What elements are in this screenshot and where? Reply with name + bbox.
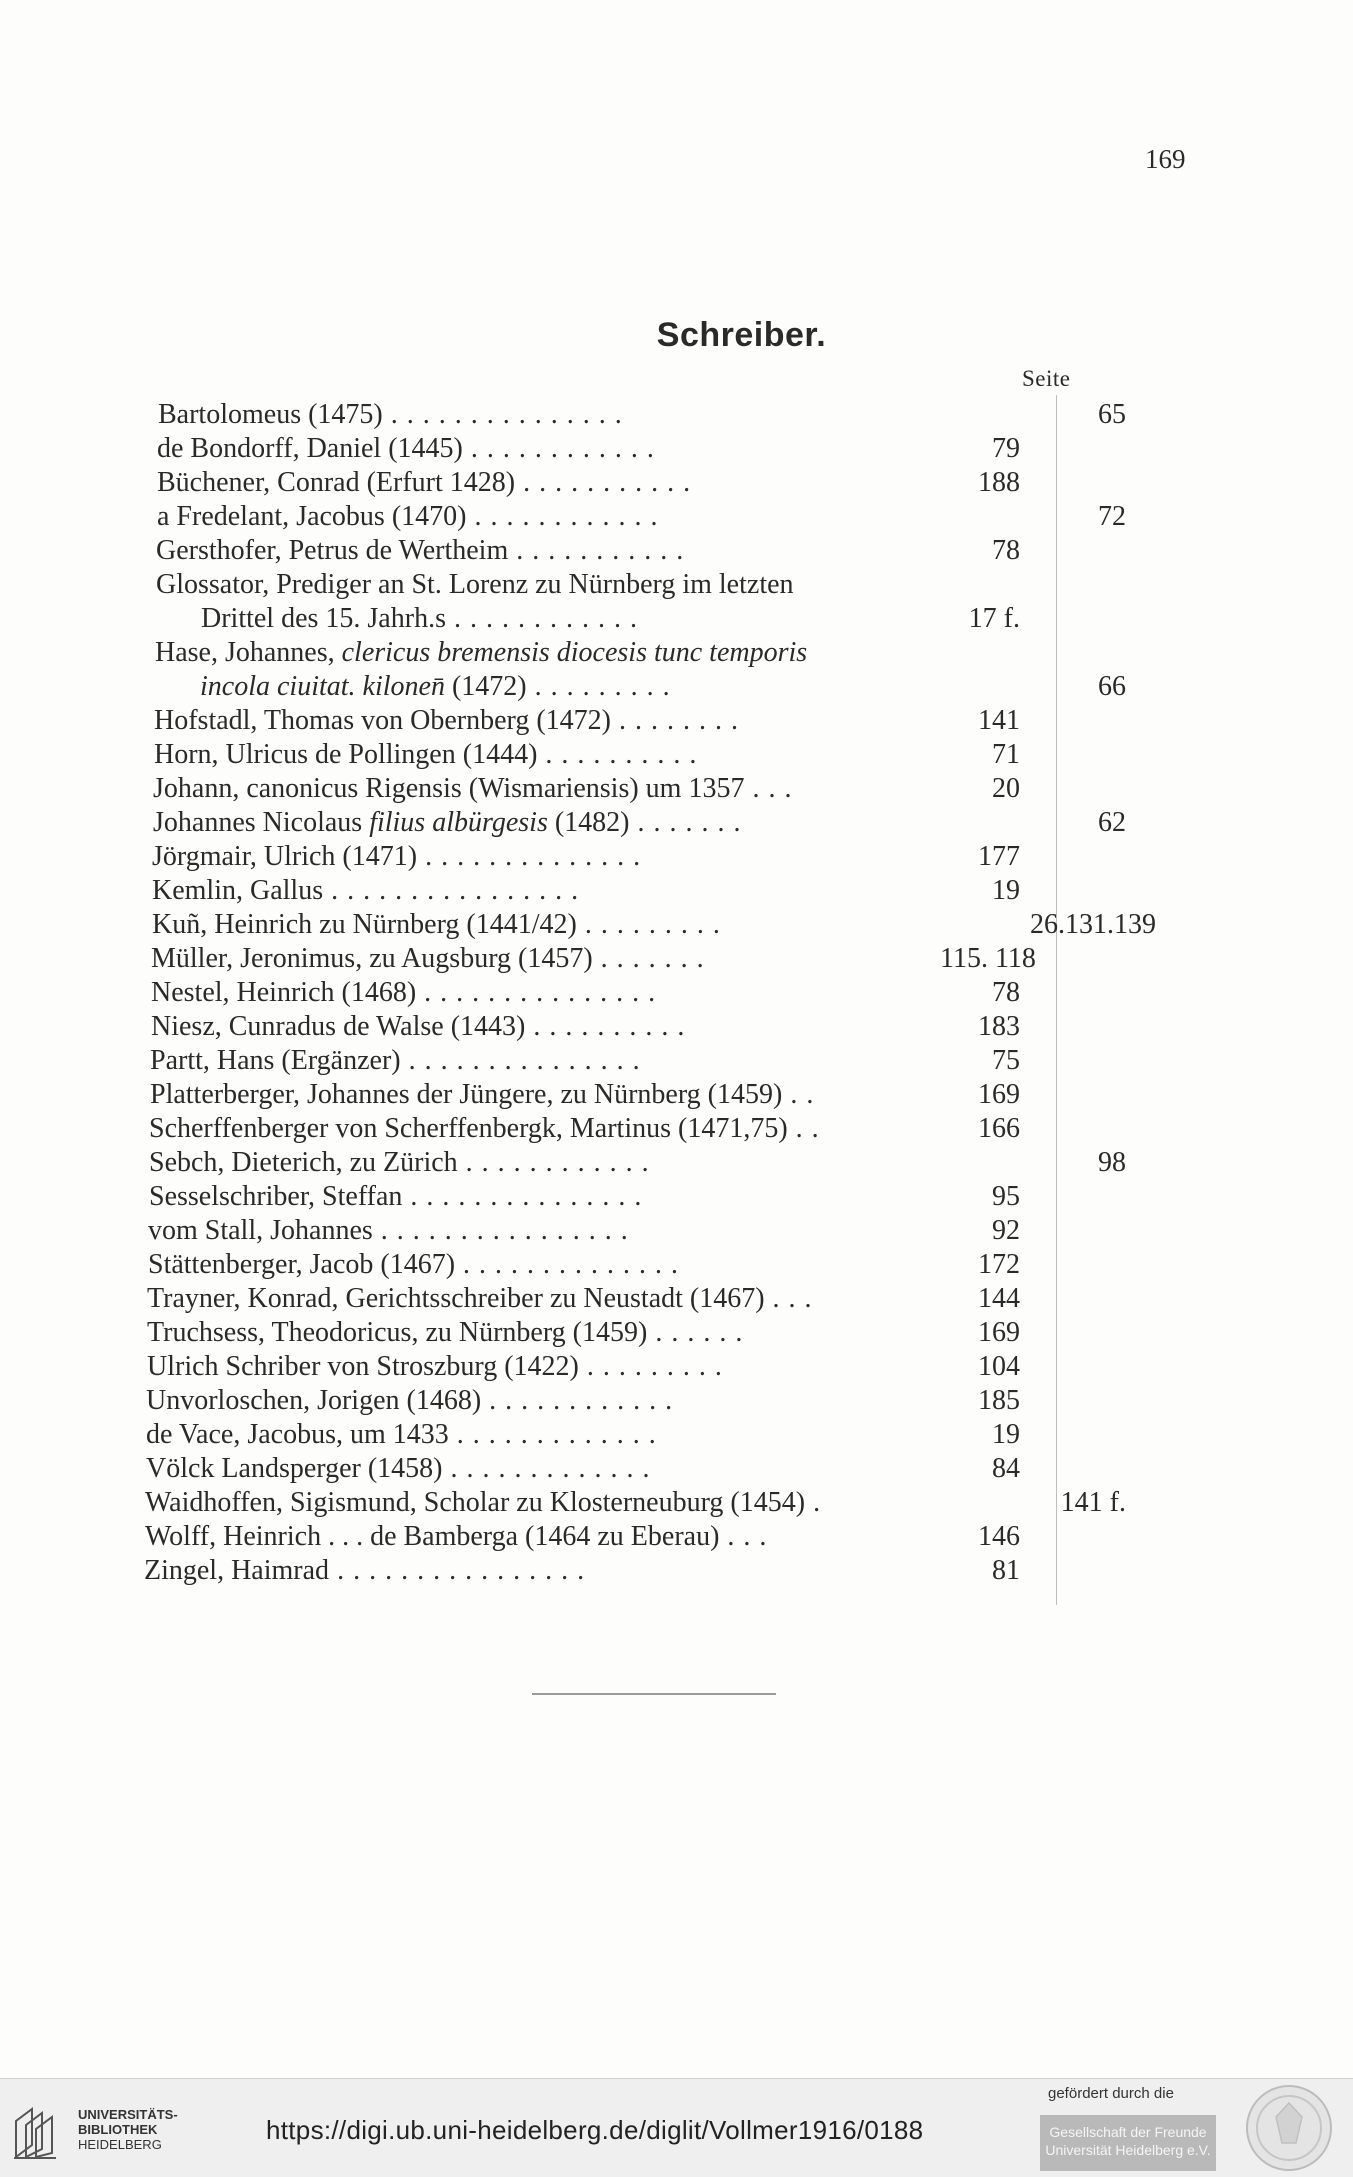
entry-name: Hofstadl, Thomas von Obernberg (1472) xyxy=(154,705,611,736)
index-entry xyxy=(0,1350,1353,1384)
entry-text xyxy=(151,976,664,1010)
library-logo-icon[interactable] xyxy=(12,2103,70,2161)
entry-name: Büchener, Conrad (Erfurt 1428) xyxy=(157,467,516,498)
leader-dots: ....... xyxy=(637,807,750,838)
entry-name: Johann, canonicus Rigensis (Wismariensis) um 1357 xyxy=(153,773,745,804)
page-ref-left: 185 xyxy=(978,1385,1020,1416)
entry-name: Truchsess, Theodoricus, zu Nürnberg (1459) xyxy=(147,1317,648,1348)
index-entry xyxy=(0,1282,1353,1316)
page-ref-left: 104 xyxy=(978,1351,1020,1382)
entry-text xyxy=(150,1044,649,1078)
index-entry xyxy=(0,466,1353,500)
page-ref-left: 81 xyxy=(992,1555,1020,1586)
entry-name: Ulrich Schriber von Stroszburg (1422) xyxy=(147,1351,579,1382)
permalink-url[interactable]: https://digi.ub.uni-heidelberg.de/diglit/Vollmer1916/0188 xyxy=(266,2115,924,2145)
entry-name: Trayner, Konrad, Gerichtsschreiber zu Neustadt (1467) xyxy=(147,1283,765,1314)
index-entry xyxy=(0,1180,1353,1214)
entry-text xyxy=(156,534,692,568)
page-ref-right: 65 xyxy=(1098,399,1126,430)
entry-name: Stättenberger, Jacob (1467) xyxy=(148,1249,456,1280)
index-entry xyxy=(0,874,1353,908)
entry-text xyxy=(146,1384,681,1418)
page-ref-left: 84 xyxy=(992,1453,1020,1484)
entry-name: Johannes Nicolaus xyxy=(153,807,370,838)
page-ref-right: 62 xyxy=(1098,807,1126,838)
entry-name: Kemlin, Gallus xyxy=(152,875,324,906)
entry-text xyxy=(150,1078,822,1112)
end-rule xyxy=(532,1693,776,1695)
leader-dots: ................ xyxy=(331,875,588,906)
page-ref-left: 17 f. xyxy=(968,603,1020,634)
page-ref-left: 20 xyxy=(992,773,1020,804)
index-entry xyxy=(0,1044,1353,1078)
entry-date: (1472) xyxy=(444,671,527,702)
entry-text xyxy=(152,840,649,874)
entry-text xyxy=(154,738,705,772)
library-name-line-2: BIBLIOTHEK xyxy=(78,2122,158,2137)
index-entry xyxy=(0,1248,1353,1282)
entry-name: Scherffenberger von Scherffenbergk, Martinus (1471,75) xyxy=(149,1113,788,1144)
entry-text xyxy=(148,1248,687,1282)
index-entry xyxy=(0,1554,1353,1588)
entry-name: Horn, Ulricus de Pollingen (1444) xyxy=(154,739,538,770)
entry-text xyxy=(151,942,713,976)
entry-text xyxy=(145,1486,829,1520)
index-entry xyxy=(0,500,1353,534)
entry-name: Waidhoffen, Sigismund, Scholar zu Klosterneuburg (1454) xyxy=(145,1487,806,1518)
page-ref-right: 141 f. xyxy=(1060,1487,1126,1518)
entry-text xyxy=(147,1316,751,1350)
page-ref-left: 71 xyxy=(992,739,1020,770)
entry-name: Jörgmair, Ulrich (1471) xyxy=(152,841,418,872)
entry-name: Glossator, Prediger an St. Lorenz zu Nürnberg im letzten xyxy=(156,569,794,600)
index-entry xyxy=(0,568,1353,602)
leader-dots: ............ xyxy=(474,501,667,532)
entry-name: Zingel, Haimrad xyxy=(144,1555,330,1586)
entry-text xyxy=(151,1010,693,1044)
entry-text xyxy=(144,1554,593,1588)
scribe-index-list xyxy=(0,398,1353,1588)
entry-text xyxy=(153,806,750,840)
page-ref-right: 66 xyxy=(1098,671,1126,702)
page-ref-left: 19 xyxy=(992,1419,1020,1450)
page-ref-left: 166 xyxy=(978,1113,1020,1144)
entry-name: Müller, Jeronimus, zu Augsburg (1457) xyxy=(151,943,593,974)
page-ref-left: 188 xyxy=(978,467,1020,498)
page-ref-left: 75 xyxy=(992,1045,1020,1076)
entry-text xyxy=(156,568,794,602)
entry-name: Partt, Hans (Ergänzer) xyxy=(150,1045,401,1076)
page-ref-left: 144 xyxy=(978,1283,1020,1314)
entry-name: Sebch, Dieterich, zu Zürich xyxy=(149,1147,458,1178)
index-entry xyxy=(0,1112,1353,1146)
index-entry xyxy=(0,602,1353,636)
index-entry xyxy=(0,1418,1353,1452)
leader-dots: . xyxy=(813,1487,830,1518)
entry-text xyxy=(147,1282,821,1316)
entry-text xyxy=(147,1350,731,1384)
entry-text xyxy=(146,1452,659,1486)
entry-name: Platterberger, Johannes der Jüngere, zu Nürnberg (1459) xyxy=(150,1079,783,1110)
sponsor-label: gefördert durch die xyxy=(1048,2085,1174,2102)
index-entry xyxy=(0,840,1353,874)
entry-name: vom Stall, Johannes xyxy=(148,1215,373,1246)
leader-dots: ................ xyxy=(337,1555,594,1586)
entry-text xyxy=(158,398,631,432)
index-entry xyxy=(0,534,1353,568)
entry-name: Gersthofer, Petrus de Wertheim xyxy=(156,535,509,566)
page-ref-left: 183 xyxy=(978,1011,1020,1042)
entry-name: Kuñ, Heinrich zu Nürnberg (1441/42) xyxy=(152,909,577,940)
entry-text xyxy=(154,704,747,738)
page-ref-left: 177 xyxy=(978,841,1020,872)
entry-text xyxy=(145,1520,775,1554)
entry-text xyxy=(148,1214,637,1248)
leader-dots: .......... xyxy=(545,739,706,770)
index-entry xyxy=(0,1452,1353,1486)
leader-dots: ...... xyxy=(655,1317,752,1348)
leader-dots: .. xyxy=(790,1079,823,1110)
entry-name: a Fredelant, Jacobus (1470) xyxy=(157,501,467,532)
entry-name: Wolff, Heinrich . . . de Bamberga (1464 zu Eberau) xyxy=(145,1521,720,1552)
entry-name: Hase, Johannes, xyxy=(155,637,342,668)
leader-dots: .......... xyxy=(533,1011,694,1042)
leader-dots: ... xyxy=(727,1521,776,1552)
library-name-line-1: UNIVERSITÄTS- xyxy=(78,2107,178,2122)
leader-dots: ......... xyxy=(586,1351,731,1382)
leader-dots: ............... xyxy=(390,399,631,430)
leader-dots: ................ xyxy=(380,1215,637,1246)
index-entry xyxy=(0,806,1353,840)
leader-dots: ... xyxy=(752,773,801,804)
entry-text xyxy=(152,874,587,908)
page-ref-right: 72 xyxy=(1098,501,1126,532)
index-entry xyxy=(0,432,1353,466)
index-entry xyxy=(0,1384,1353,1418)
entry-text xyxy=(152,908,729,942)
index-entry xyxy=(0,636,1353,670)
leader-dots: ............... xyxy=(424,977,665,1008)
entry-text xyxy=(157,432,663,466)
index-entry xyxy=(0,976,1353,1010)
leader-dots: ............... xyxy=(410,1181,651,1212)
index-entry xyxy=(0,1486,1353,1520)
leader-dots: ......... xyxy=(584,909,729,940)
page-ref-right: 98 xyxy=(1098,1147,1126,1178)
leader-dots: ............ xyxy=(453,603,646,634)
entry-name: Völck Landsperger (1458) xyxy=(146,1453,443,1484)
index-entry xyxy=(0,1520,1353,1554)
entry-text xyxy=(155,670,679,704)
page-number: 169 xyxy=(1145,144,1186,174)
leader-dots: ............. xyxy=(456,1419,665,1450)
leader-dots: ........... xyxy=(523,467,700,498)
page-ref-left: 169 xyxy=(978,1317,1020,1348)
leader-dots: ............. xyxy=(450,1453,659,1484)
entry-name: Nestel, Heinrich (1468) xyxy=(151,977,417,1008)
page-ref-left: 95 xyxy=(992,1181,1020,1212)
leader-dots: ......... xyxy=(534,671,679,702)
leader-dots: ........... xyxy=(516,535,693,566)
page-ref-left: 79 xyxy=(992,433,1020,464)
entry-text xyxy=(149,1112,828,1146)
sponsor-logo[interactable] xyxy=(1040,2115,1216,2171)
page-ref-left: 141 xyxy=(978,705,1020,736)
leader-dots: ............ xyxy=(465,1147,658,1178)
library-name xyxy=(78,2107,178,2152)
leader-dots: ............ xyxy=(470,433,663,464)
page-ref-left: 146 xyxy=(978,1521,1020,1552)
page-ref-right: 26.131.139 xyxy=(1030,909,1156,940)
footer-bar xyxy=(0,2078,1353,2177)
page-ref-left: 115. 118 xyxy=(940,943,1036,974)
entry-name: Sesselschriber, Steffan xyxy=(149,1181,403,1212)
entry-text xyxy=(149,1180,650,1214)
entry-name: de Vace, Jacobus, um 1433 xyxy=(146,1419,449,1450)
index-entry xyxy=(0,908,1353,942)
index-entry xyxy=(0,1316,1353,1350)
index-entry xyxy=(0,942,1353,976)
entry-latin-text: clericus bremensis diocesis tunc temporis xyxy=(341,637,808,668)
index-entry xyxy=(0,1010,1353,1044)
entry-text xyxy=(157,500,666,534)
leader-dots: ............ xyxy=(489,1385,682,1416)
leader-dots: ........ xyxy=(619,705,747,736)
entry-text xyxy=(149,1146,658,1180)
entry-name: Unvorloschen, Jorigen (1468) xyxy=(146,1385,482,1416)
entry-latin-text: filius albürgesis xyxy=(369,807,548,838)
entry-date: (1482) xyxy=(547,807,630,838)
page-ref-left: 78 xyxy=(992,977,1020,1008)
leader-dots: .............. xyxy=(463,1249,688,1280)
index-entry xyxy=(0,670,1353,704)
index-entry xyxy=(0,704,1353,738)
index-entry xyxy=(0,398,1353,432)
index-entry xyxy=(0,1214,1353,1248)
entry-text xyxy=(155,636,807,670)
page-title: Schreiber. xyxy=(656,316,827,354)
index-entry xyxy=(0,1146,1353,1180)
entry-text xyxy=(153,772,800,806)
entry-name: de Bondorff, Daniel (1445) xyxy=(157,433,463,464)
leader-dots: ....... xyxy=(600,943,713,974)
column-header-seite: Seite xyxy=(1022,366,1071,391)
library-name-line-3: HEIDELBERG xyxy=(78,2137,162,2152)
leader-dots: .. xyxy=(795,1113,828,1144)
entry-text xyxy=(157,466,699,500)
index-entry xyxy=(0,772,1353,806)
leader-dots: .............. xyxy=(425,841,650,872)
leader-dots: ............... xyxy=(408,1045,649,1076)
index-entry xyxy=(0,738,1353,772)
index-entry xyxy=(0,1078,1353,1112)
page-ref-left: 78 xyxy=(992,535,1020,566)
leader-dots: ... xyxy=(772,1283,821,1314)
entry-text xyxy=(156,602,646,636)
page-ref-left: 92 xyxy=(992,1215,1020,1246)
sponsor-line-2: Universität Heidelberg e.V. xyxy=(1045,2142,1211,2158)
page-ref-left: 19 xyxy=(992,875,1020,906)
page-ref-left: 169 xyxy=(978,1079,1020,1110)
entry-text xyxy=(146,1418,665,1452)
page-ref-left: 172 xyxy=(978,1249,1020,1280)
entry-name: Bartolomeus (1475) xyxy=(158,399,383,430)
entry-name: Drittel des 15. Jahrh.s xyxy=(201,603,446,634)
university-seal-icon xyxy=(1244,2083,1334,2173)
entry-latin-text: incola ciuitat. kilonen̄ xyxy=(200,671,445,702)
entry-name: Niesz, Cunradus de Walse (1443) xyxy=(151,1011,526,1042)
sponsor-line-1: Gesellschaft der Freunde xyxy=(1049,2124,1207,2140)
